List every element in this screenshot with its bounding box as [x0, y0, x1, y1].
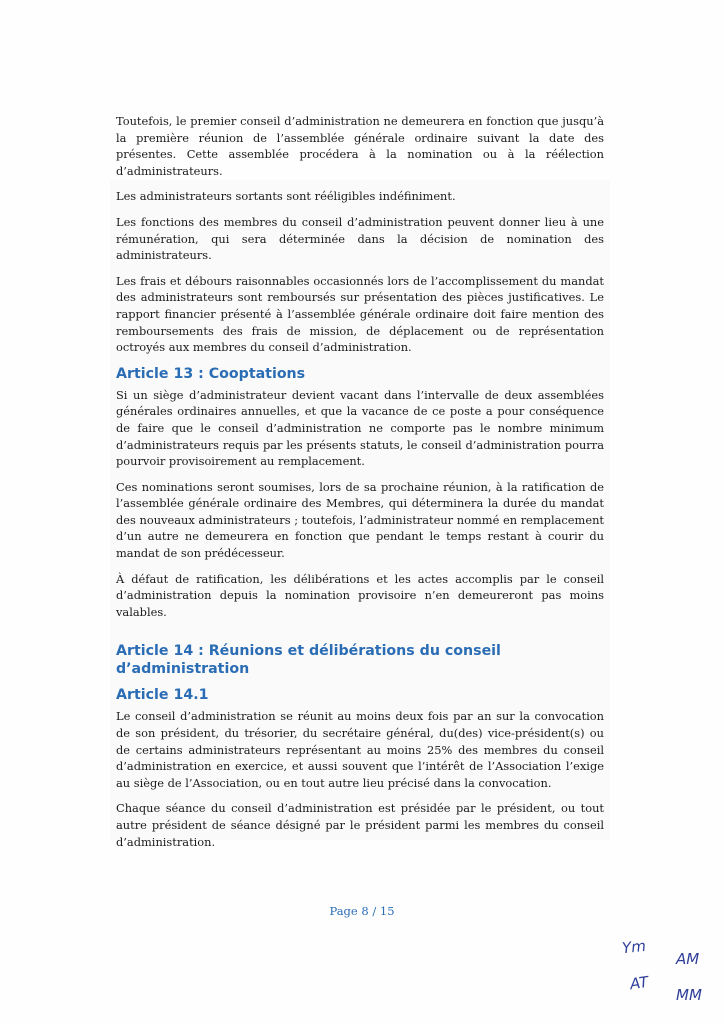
paragraph-chairing: Chaque séance du conseil d’administration est présidée par le président, ou tout autre président de séance désigné par le président parmi les membres du conseil d’administration.	[116, 801, 604, 849]
document-body	[116, 113, 604, 859]
heading-article-13: Article 13 : Cooptations	[116, 365, 306, 382]
paragraph-board-meetings: Le conseil d’administration se réunit au moins deux fois par an sur la convocation de son président, du trésorier, du secrétaire général, du(des) vice-président(s) ou de certains administrateurs représentant au moins 25% des membres du conseil d’administration en exercice, et aussi souvent que l’intérêt de l’Association l’exige au siège de l’Association, ou en tout autre lieu précisé dans la convocation.	[116, 709, 604, 790]
paragraph-reeligible: Les administrateurs sortants sont rééligibles indéfiniment.	[116, 189, 456, 204]
handwritten-initials-ym: Ym	[621, 936, 647, 958]
paragraph-first-board-term: Toutefois, le premier conseil d’administration ne demeurera en fonction que jusqu’à la première réunion de l’assemblée générale ordinaire suivant la date des présentes. Cette assemblée procédera à la nomination ou à la réélection d’administrateurs.	[116, 114, 604, 178]
paragraph-expenses: Les frais et débours raisonnables occasionnés lors de l’accomplissement du mandat des administrateurs sont remboursés sur présentation des pièces justificatives. Le rapport financier présenté à l’assemblée générale ordinaire doit faire mention des remboursements des frais de mission, de déplacement ou de représentation octroyés aux membres du conseil d’administration.	[116, 273, 604, 355]
paragraph-ratification: Ces nominations seront soumises, lors de sa prochaine réunion, à la ratification de l’assemblée générale ordinaire des Membres, qui déterminera la durée du mandat des nouveaux administrateurs ; toutefois, l’administrateur nommé en remplacement d’un autre ne demeurera en fonction que pendant le temps restant à courir du mandat de son prédécesseur.	[116, 479, 604, 561]
heading-article-14-1: Article 14.1	[116, 687, 209, 704]
handwritten-initials-at: AT	[628, 972, 650, 994]
paragraph-no-ratification: À défaut de ratification, les délibérations et les actes accomplis par le conseil d’administration depuis la nomination provisoire n’en demeureront pas moins valables.	[116, 571, 604, 619]
page-number: Page 8 / 15	[329, 904, 395, 918]
paragraph-remuneration: Les fonctions des membres du conseil d’administration peuvent donner lieu à une rémunération, qui sera déterminée dans la décision de nomination des administrateurs.	[116, 214, 604, 263]
heading-article-14: Article 14 : Réunions et délibérations du conseil d’administration	[116, 643, 501, 678]
handwritten-initials-mm: MM	[676, 986, 702, 1004]
paragraph-vacancy: Si un siège d’administrateur devient vacant dans l’intervalle de deux assemblées générales ordinaires annuelles, et que la vacance de ce poste a pour conséquence de faire que le conseil d’administration ne comporte pas le nombre minimum d’administrateurs requis par les présents statuts, le conseil d’administration pourra pourvoir provisoirement au remplacement.	[116, 387, 604, 469]
handwritten-initials-am: AM	[676, 950, 700, 968]
